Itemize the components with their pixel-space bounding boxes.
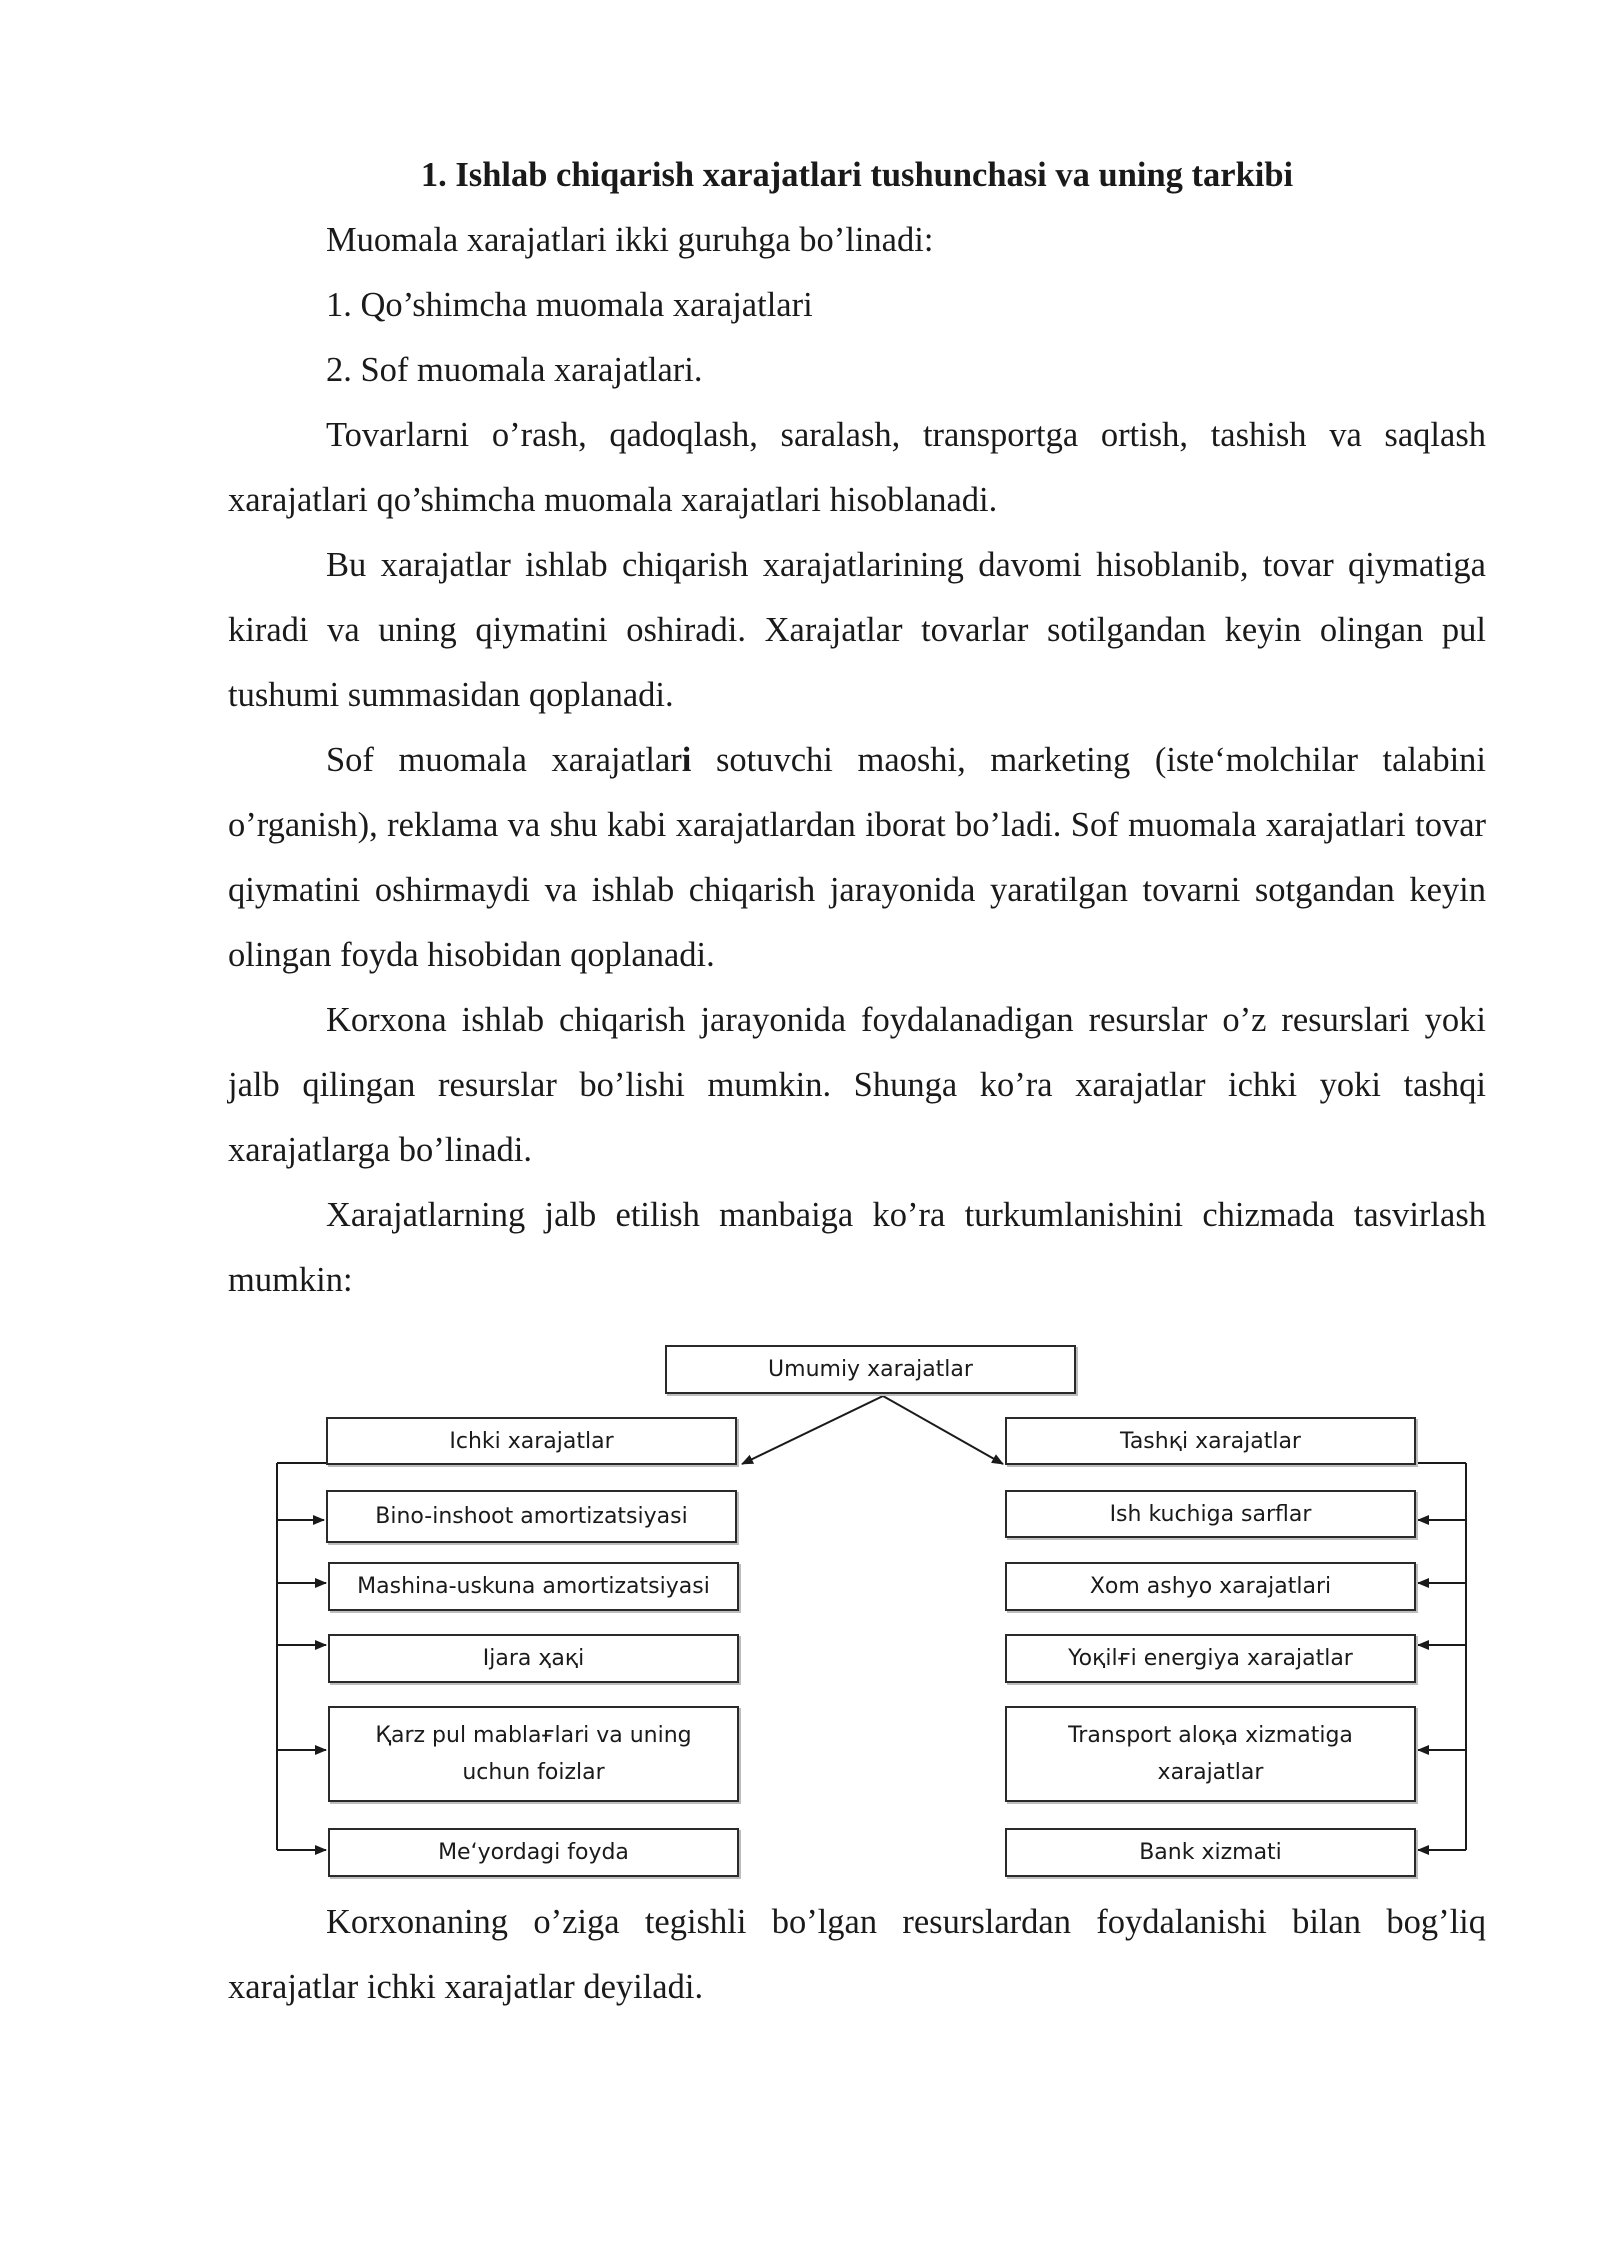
paragraph-diagram-intro: Xarajatlarning jalb etilish manbaiga ko’ra turkumlanishini chizmada tasvirlash mumkin: (228, 1196, 1486, 1299)
diagram-left-item: Bino-inshoot amortizatsiyasi (326, 1490, 737, 1543)
net-costs-bold-letter: i (681, 741, 692, 779)
diagram-right-item: Yoқilғi energiya xarajatlar (1005, 1634, 1416, 1683)
diagram-right-item: Ish kuchiga sarflar (1005, 1490, 1416, 1538)
paragraph-additional-costs: Tovarlarni o’rash, qadoqlash, saralash, transportga ortish, tashish va saqlash xarajatlari qo’shimcha muomala xarajatlari hisoblanadi. (228, 416, 1486, 519)
net-costs-rest: sotuvchi maoshi, marketing (iste‘molchilar talabini o’rganish), reklama va shu kabi xarajatlardan iborat bo’ladi. Sof muomala xarajatlari tovar qiymatini oshirmaydi va ishlab chiqarish jarayonida yaratilgan tovarni sotgandan keyin olingan foyda hisobidan qoplanadi. (228, 741, 1487, 974)
diagram-head-external: Tashқi xarajatlar (1005, 1417, 1416, 1465)
diagram-right-item: Bank xizmati (1005, 1828, 1416, 1877)
list-item-1: 1. Qo’shimcha muomala xarajatlari (326, 286, 813, 324)
paragraph-resources: Korxona ishlab chiqarish jarayonida foydalanadigan resurslar o’z resurslari yoki jalb qilingan resurslar bo’lishi mumkin. Shunga ko’ra xarajatlar ichki yoki tashqi xarajatlarga bo’linadi. (228, 1001, 1486, 1169)
diagram-head-internal: Ichki xarajatlar (326, 1417, 737, 1465)
diagram-root-total-costs: Umumiy xarajatlar (665, 1345, 1076, 1394)
paragraph-intro: Muomala xarajatlari ikki guruhga bo’linadi: (326, 221, 934, 259)
net-costs-lead: Sof muomala xarajatlar (326, 741, 682, 779)
cost-classification-diagram (0, 1330, 1600, 1910)
diagram-left-item: Mashina-uskuna amortizatsiyasi (328, 1562, 739, 1611)
diagram-left-item: Me‘yordagi foyda (328, 1828, 739, 1877)
diagram-right-item: Xom ashyo xarajatlari (1005, 1562, 1416, 1611)
list-item-2: 2. Sof muomala xarajatlari. (326, 351, 703, 389)
text-lower (228, 1890, 1486, 2020)
diagram-left-item: Ijara ҳақi (328, 1634, 739, 1683)
arrow-to-internal (742, 1396, 883, 1464)
diagram-left-item: Қarz pul mablaғlari va uning uchun foizlar (328, 1706, 739, 1802)
diagram-right-item: Transport aloқa xizmatiga xarajatlar (1005, 1706, 1416, 1802)
paragraph-internal-costs-definition: Korxonaning o’ziga tegishli bo’lgan resurslardan foydalanishi bilan bog’liq xarajatlar ichki xarajatlar deyiladi. (228, 1903, 1486, 2006)
text-upper (228, 143, 1486, 1313)
arrow-to-external (883, 1396, 1003, 1464)
section-title: 1. Ishlab chiqarish xarajatlari tushunchasi va uning tarkibi (420, 156, 1294, 194)
paragraph-net-costs (228, 728, 1486, 988)
paragraph-costs-continuation: Bu xarajatlar ishlab chiqarish xarajatlarining davomi hisoblanib, tovar qiymatiga kiradi va uning qiymatini oshiradi. Xarajatlar tovarlar sotilgandan keyin olingan pul tushumi summasidan qoplanadi. (228, 546, 1486, 714)
